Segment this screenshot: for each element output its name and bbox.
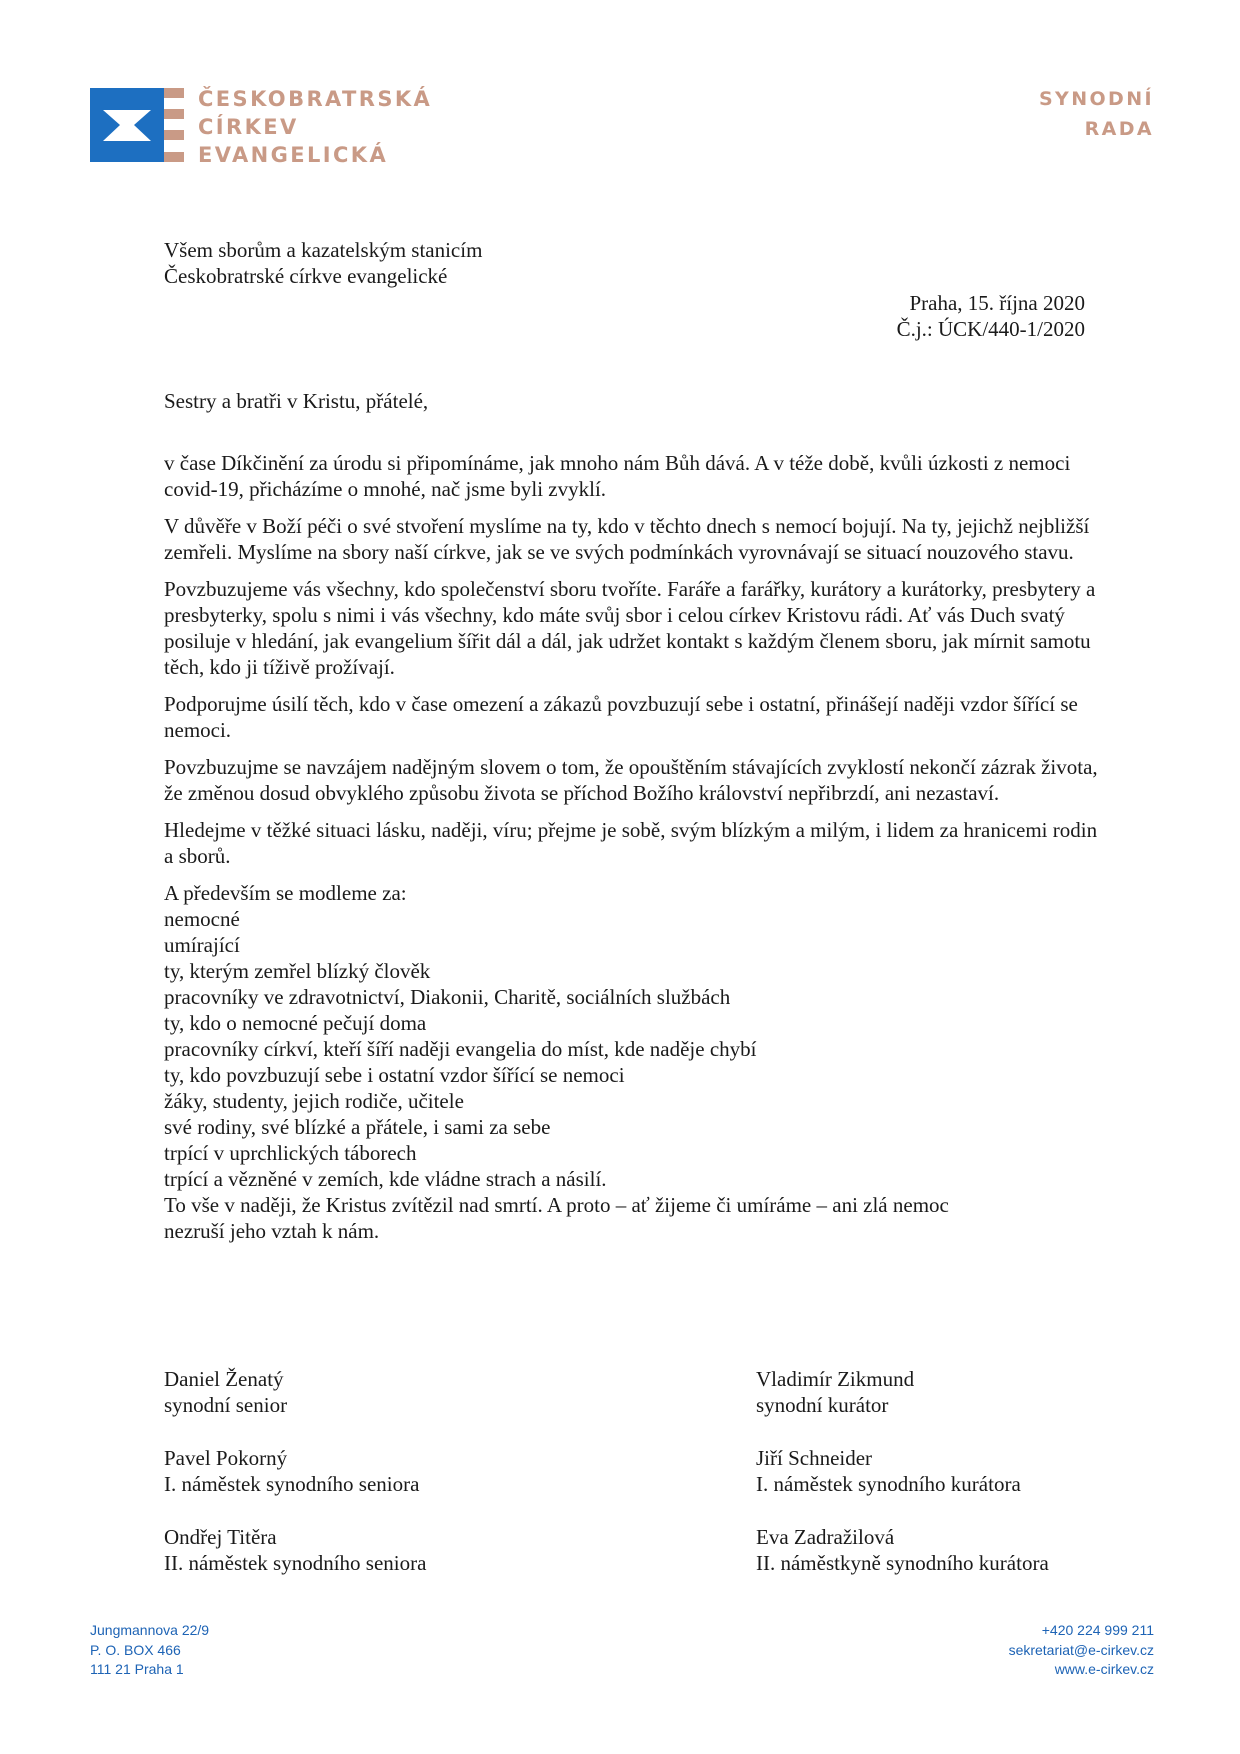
chalice-emblem-icon xyxy=(90,88,164,162)
prayer-item: umírající xyxy=(164,933,240,957)
place-date: Praha, 15. října 2020 xyxy=(909,291,1085,315)
prayer-item: žáky, studenty, jejich rodiče, učitele xyxy=(164,1089,464,1113)
body-paragraph: Podporujme úsilí těch, kdo v čase omezení a zákazů povzbuzují sebe i ostatní, přinášejí naději vzdor šířící se nemoci. xyxy=(164,692,1078,742)
signature-block xyxy=(164,1366,1104,1603)
body-paragraph: Hledejme v těžké situaci lásku, naději, víru; přejme je sobě, svým blízkým a milým, i lidem za hranicemi rodin a sborů. xyxy=(164,818,1098,868)
footer-contact xyxy=(1009,1621,1154,1680)
church-logo xyxy=(90,87,433,168)
website-link[interactable]: www.e-cirkev.cz xyxy=(1054,1661,1154,1677)
signatory xyxy=(756,1445,1104,1524)
signatory-name: Ondřej Titěra xyxy=(164,1525,277,1549)
signature-row xyxy=(164,1445,1104,1524)
signatory-name: Daniel Ženatý xyxy=(164,1367,284,1391)
prayer-item: své rodiny, své blízké a přátele, i sami za sebe xyxy=(164,1115,551,1139)
signatory-role: I. náměstek synodního seniora xyxy=(164,1472,420,1496)
signatory-role: synodní senior xyxy=(164,1393,288,1417)
signatory-role: II. náměstek synodního seniora xyxy=(164,1551,427,1575)
signatory-name: Vladimír Zikmund xyxy=(756,1367,915,1391)
signatory-name: Pavel Pokorný xyxy=(164,1446,288,1470)
signature-row xyxy=(164,1524,1104,1603)
unit-line: RADA xyxy=(1084,118,1154,140)
prayer-item: trpící v uprchlických táborech xyxy=(164,1141,417,1165)
prayer-item: ty, kterým zemřel blízký člověk xyxy=(164,959,431,983)
prayer-item: ty, kdo povzbuzují sebe i ostatní vzdor šířící se nemoci xyxy=(164,1063,625,1087)
prayer-list xyxy=(164,880,1104,1244)
signatory xyxy=(164,1445,756,1524)
footer-address xyxy=(90,1621,209,1680)
body-paragraph: Povzbuzujeme vás všechny, kdo společenství sboru tvoříte. Faráře a farářky, kurátory a kurátorky, presbytery a presbyterky, spolu s nimi i vás všechny, kdo máte svůj sbor i celou církev Kristovu rádi. Ať vás Duch svatý posiluje v hledání, jak evangelium šířit dál a dál, jak udržet kontakt s každým členem sboru, jak mírnit samotu těch, kdo ji tíživě prožívají. xyxy=(164,577,1096,679)
address-line: P. O. BOX 466 xyxy=(90,1641,181,1658)
prayer-item: pracovníky církví, kteří šíří naději evangelia do míst, kde naděje chybí xyxy=(164,1037,757,1061)
signatory xyxy=(164,1366,756,1445)
body-paragraph: V důvěře v Boží péči o své stvoření myslíme na ty, kdo v těchto dnech s nemocí bojují. Na ty, jejichž nejbližší zemřeli. Myslíme na sbory naší církve, jak se ve svých podmínkách vyrovnávají se situací nouzového stavu. xyxy=(164,514,1090,564)
signatory-role: synodní kurátor xyxy=(756,1393,889,1417)
prayer-item: ty, kdo o nemocné pečují doma xyxy=(164,1011,427,1035)
prayer-item: pracovníky ve zdravotnictví, Diakonii, Charitě, sociálních službách xyxy=(164,985,731,1009)
prayer-intro: A především se modleme za: xyxy=(164,881,407,905)
recipient-line: Všem sborům a kazatelským stanicím xyxy=(164,238,483,262)
closing-line: nezruší jeho vztah k nám. xyxy=(164,1219,380,1243)
prayer-item: nemocné xyxy=(164,907,240,931)
signatory xyxy=(756,1366,1104,1445)
address-line: 111 21 Praha 1 xyxy=(90,1661,184,1677)
org-line: ČESKOBRATRSKÁ xyxy=(198,87,433,111)
org-line: CÍRKEV xyxy=(198,115,299,139)
closing-line: To vše v naději, že Kristus zvítězil nad smrtí. A proto – ať žijeme či umíráme – ani zlá nemoc xyxy=(164,1193,949,1217)
signatory xyxy=(756,1524,1104,1603)
unit-line: SYNODNÍ xyxy=(1038,88,1154,110)
address-line: Jungmannova 22/9 xyxy=(90,1622,210,1638)
signatory-name: Eva Zadražilová xyxy=(756,1525,895,1549)
reference-number: Č.j.: ÚCK/440-1/2020 xyxy=(896,317,1085,341)
recipient-line: Českobratrské církve evangelické xyxy=(164,264,448,288)
prayer-item: trpící a vězněné v zemích, kde vládne strach a násilí. xyxy=(164,1167,607,1191)
date-reference-block xyxy=(897,290,1085,342)
salutation: Sestry a bratři v Kristu, přátelé, xyxy=(164,389,429,413)
body-paragraph: v čase Díkčinění za úrodu si připomínáme, jak mnoho nám Bůh dává. A v téže době, kvůli úzkosti z nemoci covid-19, přicházíme o mnohé, nač jsme byli zvyklí. xyxy=(164,451,1071,501)
body-paragraph: Povzbuzujme se navzájem nadějným slovem o tom, že opouštěním stávajících zvyklostí nekončí zázrak života, že změnou dosud obvyklého způsobu života se příchod Božího království nepřibrzdí, ani nezastaví. xyxy=(164,755,1098,805)
recipient-block xyxy=(164,237,482,289)
organization-unit xyxy=(1039,84,1154,144)
signatory-role: II. náměstkyně synodního kurátora xyxy=(756,1551,1049,1575)
org-line: EVANGELICKÁ xyxy=(198,143,389,167)
phone-number: +420 224 999 211 xyxy=(1041,1622,1154,1638)
email-link[interactable]: sekretariat@e-cirkev.cz xyxy=(1008,1641,1154,1658)
signatory xyxy=(164,1524,756,1603)
signatory-name: Jiří Schneider xyxy=(756,1446,873,1470)
signature-row xyxy=(164,1366,1104,1445)
brand-bars-icon xyxy=(164,88,184,162)
signatory-role: I. náměstek synodního kurátora xyxy=(756,1472,1021,1496)
organization-name xyxy=(198,85,432,169)
letter-body xyxy=(164,450,1104,1244)
